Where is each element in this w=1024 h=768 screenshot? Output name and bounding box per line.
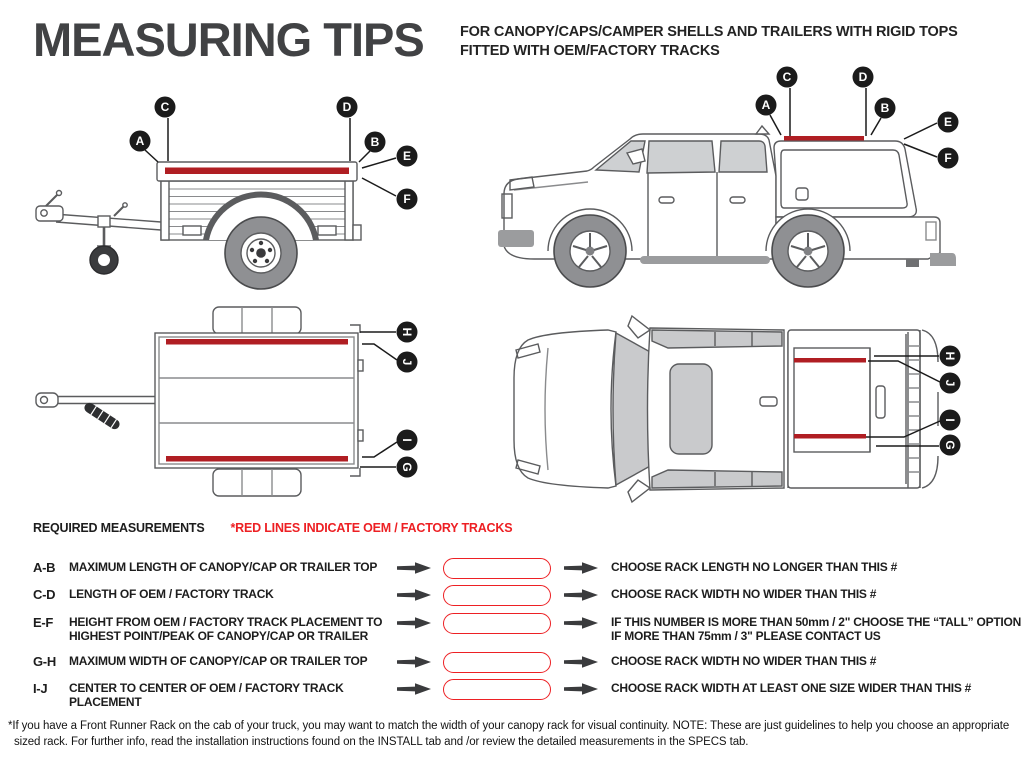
- callout-e-badge: [938, 112, 959, 133]
- arrow-right-icon: [397, 682, 433, 696]
- callout-f-badge: [938, 148, 959, 169]
- row-instruction: CHOOSE RACK WIDTH NO WIDER THAN THIS #: [611, 654, 877, 668]
- row-code: I-J: [33, 681, 48, 696]
- track-line: [166, 456, 348, 462]
- svg-text:B: B: [880, 101, 890, 116]
- arrow-right-icon: [564, 561, 600, 575]
- svg-text:E: E: [402, 149, 412, 164]
- measurement-input-cd[interactable]: [443, 585, 551, 606]
- callout-e-badge: [397, 146, 418, 167]
- svg-text:C: C: [160, 100, 170, 115]
- row-instruction: CHOOSE RACK WIDTH NO WIDER THAN THIS #: [611, 587, 877, 601]
- row-label: HEIGHT FROM OEM / FACTORY TRACK PLACEMENT TO HIGHEST POINT/PEAK OF CANOPY/CAP OR TRAILER: [69, 615, 383, 643]
- row-label: MAXIMUM LENGTH OF CANOPY/CAP OR TRAILER TOP: [69, 560, 378, 574]
- svg-text:G: G: [399, 462, 414, 472]
- callout-b-badge: [875, 98, 896, 119]
- measurement-input-ef[interactable]: [443, 613, 551, 634]
- diagram-truck-side-view: [490, 60, 1014, 292]
- callout-f-badge: [397, 189, 418, 210]
- measurement-input-gh[interactable]: [443, 652, 551, 673]
- row-code: G-H: [33, 654, 56, 669]
- truck-top-artwork: [514, 316, 938, 502]
- svg-text:A: A: [135, 134, 145, 149]
- svg-text:F: F: [403, 192, 411, 207]
- svg-text:I: I: [399, 438, 414, 442]
- svg-text:J: J: [399, 358, 414, 366]
- trailer-side-artwork: [36, 162, 361, 289]
- row-instruction: IF THIS NUMBER IS MORE THAN 50mm / 2" CHOOSE THE “TALL” OPTION IF MORE THAN 75mm / 3" PLEASE CONTACT US: [611, 615, 1021, 643]
- required-measurements-heading: REQUIRED MEASUREMENTS: [33, 521, 205, 535]
- arrow-right-icon: [564, 682, 600, 696]
- red-lines-note: *RED LINES INDICATE OEM / FACTORY TRACKS: [230, 521, 513, 535]
- callout-c-badge: [777, 67, 798, 88]
- row-label: CENTER TO CENTER OF OEM / FACTORY TRACK PLACEMENT: [69, 681, 344, 709]
- row-instruction: CHOOSE RACK LENGTH NO LONGER THAN THIS #: [611, 560, 898, 574]
- row-instruction: CHOOSE RACK WIDTH AT LEAST ONE SIZE WIDER THAN THIS #: [611, 681, 972, 695]
- diagram-truck-top-view: [500, 300, 980, 518]
- row-label: LENGTH OF OEM / FACTORY TRACK: [69, 587, 274, 601]
- track-line: [794, 358, 866, 363]
- arrow-right-icon: [564, 655, 600, 669]
- svg-text:J: J: [942, 379, 957, 387]
- trailer-top-artwork: [36, 307, 363, 496]
- measurements-header: [33, 521, 512, 535]
- arrow-right-icon: [397, 588, 433, 602]
- svg-text:D: D: [858, 70, 868, 85]
- callout-j-badge: [940, 373, 961, 394]
- page-title: MEASURING TIPS: [33, 13, 424, 66]
- svg-text:F: F: [944, 151, 952, 166]
- diagram-trailer-top-view: [20, 300, 450, 512]
- svg-text:I: I: [942, 418, 957, 422]
- svg-text:C: C: [782, 70, 792, 85]
- trailer-top-leader-lines: [360, 332, 397, 467]
- measurement-row-ef: [33, 612, 1023, 643]
- callout-i-badge: [397, 430, 418, 451]
- diagram-trailer-side-view: [18, 88, 448, 294]
- track-line: [166, 339, 348, 345]
- measurement-input-ab[interactable]: [443, 558, 551, 579]
- track-line: [165, 168, 349, 175]
- measurement-row-cd: [33, 584, 1023, 606]
- footnote-line-1: *If you have a Front Runner Rack on the cab of your truck, you may want to match the width of your canopy rack for visual continuity. NOTE: These are just guidelines to help you choose an appropriate: [8, 720, 1010, 732]
- arrow-right-icon: [397, 655, 433, 669]
- callout-c-badge: [155, 97, 176, 118]
- svg-text:E: E: [943, 115, 953, 130]
- callout-i-badge: [940, 410, 961, 431]
- row-code: A-B: [33, 560, 56, 575]
- truck-side-artwork: [498, 126, 956, 287]
- svg-text:A: A: [761, 98, 771, 113]
- footnote-line-2: sized rack. For further info, read the installation instructions found on the INSTALL tab and /or review the detailed measurements in the SPECS tab.: [14, 735, 749, 748]
- callout-j-badge: [397, 352, 418, 373]
- row-code: C-D: [33, 587, 56, 602]
- track-line: [784, 136, 864, 141]
- callout-a-badge: [130, 131, 151, 152]
- subtitle-line-1: FOR CANOPY/CAPS/CAMPER SHELLS AND TRAILERS WITH RIGID TOPS: [460, 24, 958, 40]
- callout-g-badge: [397, 457, 418, 478]
- svg-text:H: H: [942, 351, 957, 361]
- row-label: MAXIMUM WIDTH OF CANOPY/CAP OR TRAILER TOP: [69, 654, 368, 668]
- page-subtitle: [460, 23, 958, 60]
- track-line: [794, 434, 866, 439]
- callout-a-badge: [756, 95, 777, 116]
- arrow-right-icon: [564, 588, 600, 602]
- callout-d-badge: [337, 97, 358, 118]
- measurement-row-ab: [33, 557, 1023, 579]
- arrow-right-icon: [397, 616, 433, 630]
- callout-h-badge: [940, 346, 961, 367]
- measurement-row-ij: [33, 678, 1023, 709]
- callout-b-badge: [365, 132, 386, 153]
- arrow-right-icon: [397, 561, 433, 575]
- svg-text:B: B: [370, 135, 380, 150]
- svg-text:H: H: [399, 327, 414, 337]
- row-code: E-F: [33, 615, 54, 630]
- arrow-right-icon: [564, 616, 600, 630]
- measurement-input-ij[interactable]: [443, 679, 551, 700]
- measurement-row-gh: [33, 651, 1023, 673]
- callout-g-badge: [940, 435, 961, 456]
- svg-text:D: D: [342, 100, 352, 115]
- callout-h-badge: [397, 322, 418, 343]
- callout-d-badge: [853, 67, 874, 88]
- footnote: [8, 719, 1018, 750]
- svg-text:G: G: [942, 440, 957, 450]
- subtitle-line-2: FITTED WITH OEM/FACTORY TRACKS: [460, 42, 720, 59]
